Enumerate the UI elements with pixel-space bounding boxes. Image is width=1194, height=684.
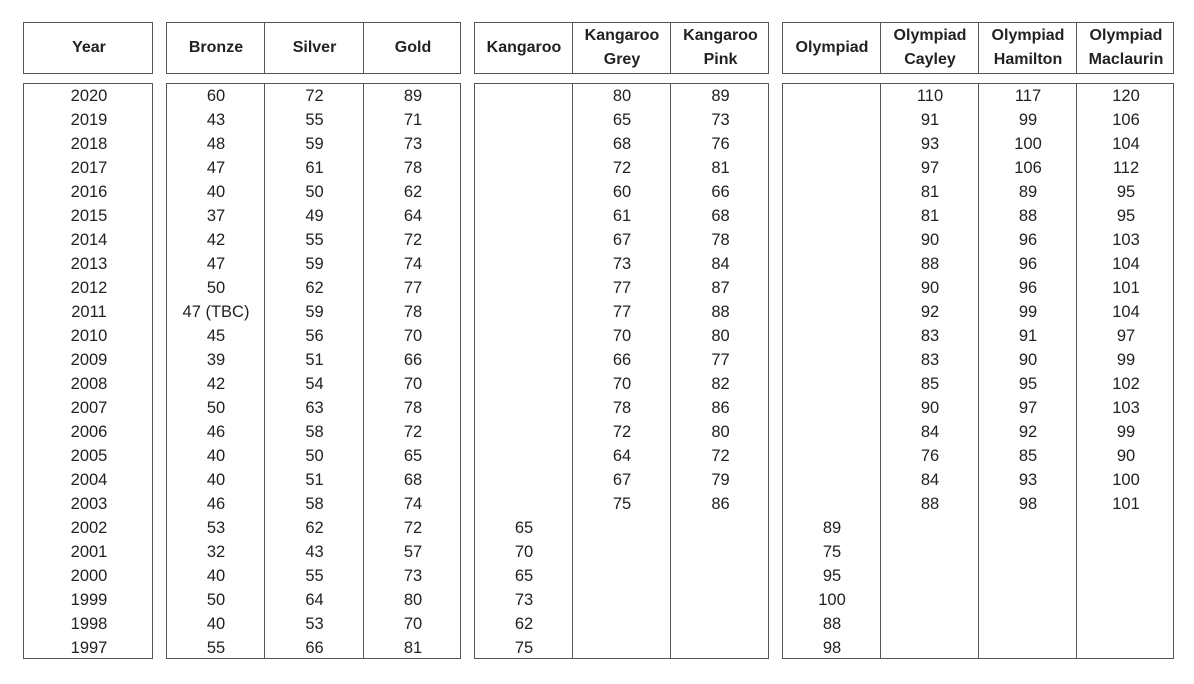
- table-cell: 76: [920, 447, 940, 465]
- table-cell: 2018: [70, 135, 108, 153]
- column-bronze: [167, 84, 265, 658]
- table-cell: 73: [403, 567, 423, 585]
- table-cell: 65: [403, 447, 423, 465]
- table-cell: 99: [1116, 351, 1136, 369]
- table-cell: 46: [206, 423, 226, 441]
- column-gold: [364, 84, 462, 658]
- body-group-medals: [166, 83, 461, 659]
- table-cell: 117: [1014, 87, 1042, 105]
- table-cell: 72: [305, 87, 324, 105]
- table-cell: 2009: [70, 351, 108, 369]
- table-cell: 98: [1018, 495, 1038, 513]
- table-cell: 83: [920, 327, 940, 345]
- table-cell: 53: [305, 615, 324, 633]
- table-cell: 37: [206, 207, 226, 225]
- table-cell: 92: [920, 303, 940, 321]
- table-cell: 96: [1018, 255, 1038, 273]
- table-cell: 100: [1014, 135, 1042, 153]
- table-cell: 81: [920, 183, 940, 201]
- table-cell: 95: [1018, 375, 1038, 393]
- table-cell: 70: [612, 375, 632, 393]
- table-cell: 62: [305, 519, 324, 537]
- table-cell: 80: [403, 591, 423, 609]
- table-cell: 120: [1112, 87, 1140, 105]
- header-label-line: Maclaurin: [1088, 51, 1164, 68]
- table-cell: 65: [514, 567, 534, 585]
- table-cell: 89: [403, 87, 423, 105]
- table-cell: 64: [403, 207, 423, 225]
- table-cell: 63: [305, 399, 324, 417]
- table-cell: 47: [206, 255, 226, 273]
- table-cell: 78: [403, 399, 423, 417]
- table-cell: 2004: [70, 471, 108, 489]
- table-cell: 39: [206, 351, 226, 369]
- table-cell: 85: [920, 375, 940, 393]
- table-cell: 60: [206, 87, 226, 105]
- table-cell: 57: [403, 543, 423, 561]
- table-cell: 51: [305, 351, 324, 369]
- header-label-line: Kangaroo: [584, 27, 660, 44]
- table-cell: 2020: [70, 87, 108, 105]
- table-cell: 60: [612, 183, 632, 201]
- table-cell: 2011: [71, 303, 107, 321]
- column-kangaroo-grey: [573, 84, 671, 658]
- table-cell: 2007: [70, 399, 108, 417]
- table-cell: 2010: [70, 327, 108, 345]
- table-cell: 70: [403, 615, 423, 633]
- table-cell: 75: [514, 639, 534, 657]
- table-cell: 110: [916, 87, 944, 105]
- table-cell: 81: [403, 639, 423, 657]
- header-year: [24, 23, 154, 73]
- header-label-line: Olympiad: [991, 27, 1065, 44]
- table-cell: 61: [305, 159, 324, 177]
- table-cell: 55: [305, 567, 324, 585]
- table-cell: 67: [612, 231, 632, 249]
- table-cell: 90: [920, 231, 940, 249]
- header-olympiad-hamilton: [979, 23, 1077, 73]
- table-cell: 97: [920, 159, 940, 177]
- table-cell: 1997: [70, 639, 108, 657]
- table-cell: 2000: [70, 567, 108, 585]
- header-olympiad-maclaurin: [1077, 23, 1175, 73]
- table-cell: 2003: [70, 495, 108, 513]
- table-cell: 40: [206, 615, 226, 633]
- table-cell: 77: [612, 303, 632, 321]
- body-group-year: [23, 83, 153, 659]
- table-cell: 2001: [70, 543, 108, 561]
- table-cell: 80: [612, 87, 632, 105]
- table-cell: 40: [206, 183, 226, 201]
- table-cell: 95: [822, 567, 842, 585]
- table-cell: 58: [305, 423, 324, 441]
- table-cell: 51: [305, 471, 324, 489]
- header-group-medals: [166, 22, 461, 74]
- table-cell: 56: [305, 327, 324, 345]
- table-cell: 78: [403, 159, 423, 177]
- table-cell: 98: [822, 639, 842, 657]
- table-cell: 47 (TBC): [182, 303, 250, 321]
- header-label-line: Olympiad: [795, 39, 869, 56]
- table-cell: 66: [711, 183, 730, 201]
- table-cell: 88: [920, 495, 940, 513]
- table-cell: 101: [1112, 279, 1140, 297]
- table-cell: 73: [612, 255, 632, 273]
- table-cell: 104: [1112, 255, 1140, 273]
- table-cell: 81: [711, 159, 730, 177]
- table-cell: 47: [206, 159, 226, 177]
- table-cell: 97: [1018, 399, 1038, 417]
- table-cell: 72: [711, 447, 730, 465]
- header-silver: [265, 23, 364, 73]
- table-cell: 78: [711, 231, 730, 249]
- table-cell: 87: [711, 279, 730, 297]
- table-cell: 59: [305, 303, 324, 321]
- table-cell: 1999: [70, 591, 108, 609]
- table-cell: 103: [1112, 231, 1140, 249]
- header-label-line: Olympiad: [1089, 27, 1163, 44]
- table-cell: 64: [305, 591, 324, 609]
- body-group-olympiad: [782, 83, 1174, 659]
- table-cell: 53: [206, 519, 226, 537]
- table-cell: 96: [1018, 279, 1038, 297]
- table-cell: 88: [1018, 207, 1038, 225]
- header-label-line: Hamilton: [993, 51, 1063, 68]
- table-cell: 78: [612, 399, 632, 417]
- table-cell: 82: [711, 375, 730, 393]
- table-cell: 83: [920, 351, 940, 369]
- table-cell: 65: [514, 519, 534, 537]
- table-cell: 88: [822, 615, 842, 633]
- header-kangaroo: [475, 23, 573, 73]
- table-cell: 80: [711, 327, 730, 345]
- table-cell: 61: [612, 207, 632, 225]
- column-olympiad-maclaurin: [1077, 84, 1175, 658]
- table-cell: 2015: [70, 207, 108, 225]
- table-cell: 70: [403, 375, 423, 393]
- table-cell: 80: [711, 423, 730, 441]
- header-group-olympiad: [782, 22, 1174, 74]
- table-cell: 91: [1018, 327, 1038, 345]
- table-cell: 50: [305, 183, 324, 201]
- header-label-line: Pink: [703, 51, 738, 68]
- table-cell: 97: [1116, 327, 1136, 345]
- table-cell: 73: [403, 135, 423, 153]
- table-cell: 102: [1112, 375, 1140, 393]
- table-cell: 106: [1112, 111, 1140, 129]
- table-cell: 104: [1112, 135, 1140, 153]
- table-cell: 104: [1112, 303, 1140, 321]
- table-cell: 90: [920, 279, 940, 297]
- header-label-line: Year: [72, 39, 106, 56]
- table-cell: 66: [305, 639, 324, 657]
- table-cell: 2006: [70, 423, 108, 441]
- column-kangaroo-pink: [671, 84, 770, 658]
- table-cell: 88: [711, 303, 730, 321]
- table-cell: 99: [1116, 423, 1136, 441]
- header-label-line: Silver: [292, 39, 337, 56]
- table-cell: 99: [1018, 303, 1038, 321]
- table-cell: 43: [305, 543, 324, 561]
- table-cell: 2017: [70, 159, 108, 177]
- column-silver: [265, 84, 364, 658]
- table-cell: 89: [1018, 183, 1038, 201]
- header-kangaroo-grey: [573, 23, 671, 73]
- header-label-line: Olympiad: [893, 27, 967, 44]
- table-cell: 78: [403, 303, 423, 321]
- header-kangaroo-pink: [671, 23, 770, 73]
- header-group-kangaroo: [474, 22, 769, 74]
- table-cell: 84: [711, 255, 730, 273]
- table-cell: 55: [305, 231, 324, 249]
- header-label-line: Bronze: [188, 39, 244, 56]
- table-cell: 85: [1018, 447, 1038, 465]
- column-kangaroo: [475, 84, 573, 658]
- table-cell: 59: [305, 255, 324, 273]
- header-group-year: [23, 22, 153, 74]
- table-cell: 99: [1018, 111, 1038, 129]
- table-cell: 106: [1014, 159, 1042, 177]
- header-gold: [364, 23, 462, 73]
- table-cell: 2012: [70, 279, 108, 297]
- header-olympiad-cayley: [881, 23, 979, 73]
- table-cell: 67: [612, 471, 632, 489]
- table-cell: 62: [305, 279, 324, 297]
- table-cell: 70: [514, 543, 534, 561]
- table-cell: 100: [818, 591, 846, 609]
- table-cell: 72: [612, 423, 632, 441]
- body-group-kangaroo: [474, 83, 769, 659]
- table-cell: 68: [711, 207, 730, 225]
- header-olympiad: [783, 23, 881, 73]
- table-cell: 71: [403, 111, 423, 129]
- header-label-line: Gold: [394, 39, 432, 56]
- table-cell: 62: [514, 615, 534, 633]
- table-cell: 59: [305, 135, 324, 153]
- table-cell: 84: [920, 423, 940, 441]
- table-cell: 50: [206, 279, 226, 297]
- table-cell: 62: [403, 183, 423, 201]
- table-cell: 73: [514, 591, 534, 609]
- table-cell: 2016: [70, 183, 108, 201]
- table-cell: 89: [822, 519, 842, 537]
- table-cell: 45: [206, 327, 226, 345]
- table-cell: 42: [206, 375, 226, 393]
- table-cell: 93: [920, 135, 940, 153]
- table-cell: 40: [206, 471, 226, 489]
- table-cell: 101: [1112, 495, 1140, 513]
- table-cell: 90: [1116, 447, 1136, 465]
- table-cell: 86: [711, 399, 730, 417]
- table-cell: 89: [711, 87, 730, 105]
- column-year: [24, 84, 154, 658]
- table-cell: 90: [920, 399, 940, 417]
- table-cell: 95: [1116, 207, 1136, 225]
- table-cell: 88: [920, 255, 940, 273]
- table-cell: 73: [711, 111, 730, 129]
- table-cell: 66: [403, 351, 423, 369]
- column-olympiad: [783, 84, 881, 658]
- table-cell: 50: [305, 447, 324, 465]
- table-cell: 2019: [70, 111, 108, 129]
- table-cell: 40: [206, 447, 226, 465]
- table-cell: 32: [206, 543, 226, 561]
- table-cell: 2014: [70, 231, 108, 249]
- column-olympiad-hamilton: [979, 84, 1077, 658]
- table-cell: 81: [920, 207, 940, 225]
- table-cell: 64: [612, 447, 632, 465]
- column-olympiad-cayley: [881, 84, 979, 658]
- header-bronze: [167, 23, 265, 73]
- table-cell: 112: [1112, 159, 1140, 177]
- table-cell: 92: [1018, 423, 1038, 441]
- table-cell: 86: [711, 495, 730, 513]
- table-cell: 50: [206, 399, 226, 417]
- table-cell: 50: [206, 591, 226, 609]
- table-cell: 2013: [70, 255, 108, 273]
- table-cell: 2002: [70, 519, 108, 537]
- table-cell: 43: [206, 111, 226, 129]
- table-cell: 72: [403, 519, 423, 537]
- table-cell: 48: [206, 135, 226, 153]
- table-cell: 65: [612, 111, 632, 129]
- table-cell: 77: [612, 279, 632, 297]
- header-label-line: Kangaroo: [683, 27, 758, 44]
- table-cell: 2005: [70, 447, 108, 465]
- table-cell: 77: [403, 279, 423, 297]
- table-cell: 70: [612, 327, 632, 345]
- table-cell: 1998: [70, 615, 108, 633]
- table-cell: 100: [1112, 471, 1140, 489]
- table-cell: 79: [711, 471, 730, 489]
- table-cell: 42: [206, 231, 226, 249]
- table-cell: 76: [711, 135, 730, 153]
- table-cell: 66: [612, 351, 632, 369]
- table-cell: 95: [1116, 183, 1136, 201]
- table-cell: 40: [206, 567, 226, 585]
- table-cell: 72: [403, 231, 423, 249]
- table-cell: 77: [711, 351, 730, 369]
- table-cell: 103: [1112, 399, 1140, 417]
- table-cell: 74: [403, 255, 423, 273]
- table-cell: 93: [1018, 471, 1038, 489]
- table-cell: 54: [305, 375, 324, 393]
- table-cell: 75: [822, 543, 842, 561]
- table-cell: 74: [403, 495, 423, 513]
- table-cell: 58: [305, 495, 324, 513]
- header-label-line: Kangaroo: [486, 39, 562, 56]
- table-cell: 49: [305, 207, 324, 225]
- table-cell: 75: [612, 495, 632, 513]
- table-cell: 72: [612, 159, 632, 177]
- table-cell: 2008: [70, 375, 108, 393]
- table-cell: 46: [206, 495, 226, 513]
- header-label-line: Grey: [603, 51, 641, 68]
- table-cell: 68: [612, 135, 632, 153]
- table-cell: 55: [305, 111, 324, 129]
- table-cell: 70: [403, 327, 423, 345]
- table-cell: 91: [920, 111, 940, 129]
- table-cell: 72: [403, 423, 423, 441]
- table-cell: 96: [1018, 231, 1038, 249]
- table-cell: 55: [206, 639, 226, 657]
- header-label-line: Cayley: [904, 51, 956, 68]
- table-cell: 68: [403, 471, 423, 489]
- table-cell: 84: [920, 471, 940, 489]
- table-cell: 90: [1018, 351, 1038, 369]
